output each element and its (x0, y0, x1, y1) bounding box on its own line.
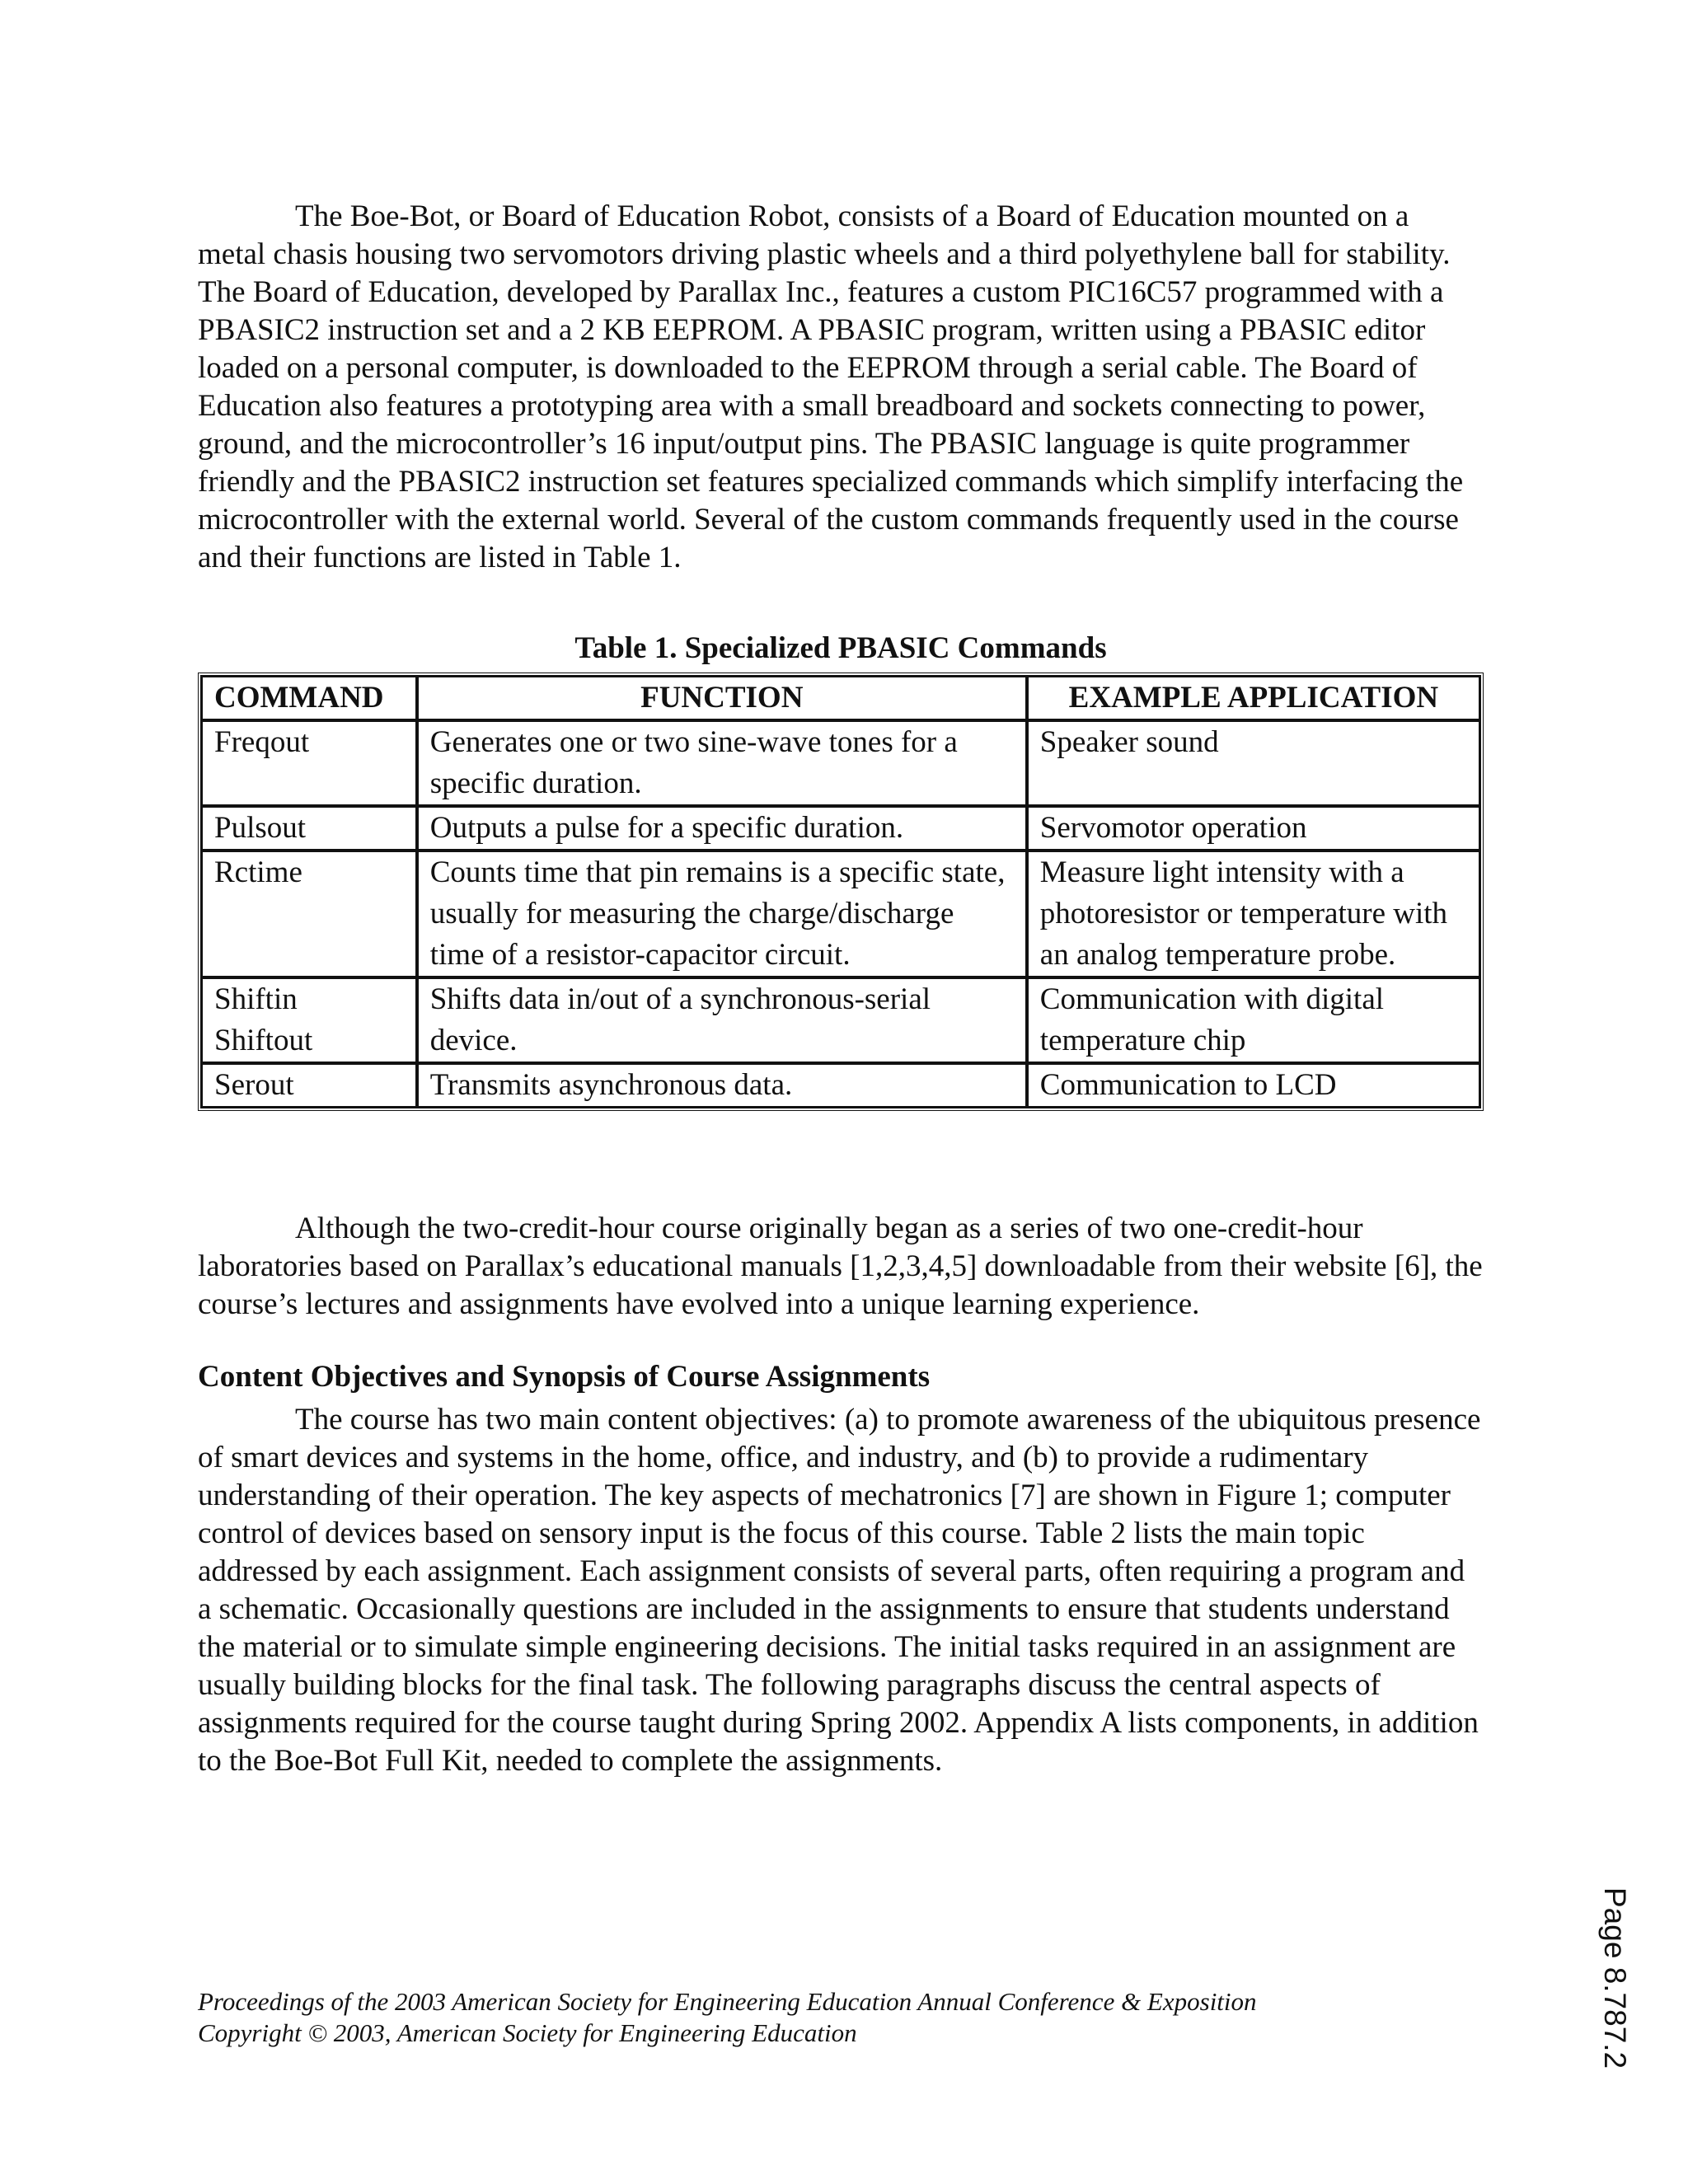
paragraph-course-history: Although the two-credit-hour course originally began as a series of two one-credit-hour laboratories based on Parallax’s educational manuals [1,2,3,4,5] downloadable from their website [6], the course’s lectures and assignments have evolved into a unique learning experience. (198, 1212, 1483, 1321)
table-row (201, 720, 1480, 806)
footer-proceedings: Proceedings of the 2003 American Society for Engineering Education Annual Conference & Exposition (198, 1987, 1257, 2016)
cell-application: Measure light intensity with a photoresistor or temperature with an analog temperature probe. (1027, 851, 1480, 977)
paragraph-boe-bot-intro: The Boe-Bot, or Board of Education Robot, consists of a Board of Education mounted on a metal chasis housing two servomotors driving plastic wheels and a third polyethylene ball for stability. The Board of Education, developed by Parallax Inc., features a custom PIC16C57 programmed with a PBASIC2 instruction set and a 2 KB EEPROM. A PBASIC program, written using a PBASIC editor loaded on a personal computer, is downloaded to the EEPROM through a serial cable. The Board of Education also features a prototyping area with a small breadboard and sockets connecting to power, ground, and the microcontroller’s 16 input/output pins. The PBASIC language is quite programmer friendly and the PBASIC2 instruction set features specialized commands which simplify interfacing the microcontroller with the external world. Several of the custom commands frequently used in the course and their functions are listed in Table 1. (198, 199, 1464, 574)
table-wrapper (198, 673, 1484, 1111)
cell-command (201, 720, 417, 806)
cell-function: Counts time that pin remains is a specific state, usually for measuring the charge/discharge time of a resistor-capacitor circuit. (417, 851, 1027, 977)
cell-function: Transmits asynchronous data. (417, 1063, 1027, 1108)
command-name: Serout (214, 1068, 294, 1102)
cell-application: Communication with digital temperature chip (1027, 977, 1480, 1063)
cell-command (201, 806, 417, 851)
command-name: Pulsout (214, 811, 307, 845)
command-name: Rctime (214, 855, 302, 889)
table-row (201, 806, 1480, 851)
cell-command (201, 851, 417, 977)
cell-function: Shifts data in/out of a synchronous-serial device. (417, 977, 1027, 1063)
page-footer (198, 1986, 1434, 2049)
command-name: Shiftin (214, 982, 298, 1016)
pbasic-commands-table (198, 673, 1484, 1111)
cell-application: Speaker sound (1027, 720, 1480, 806)
section-heading: Content Objectives and Synopsis of Course Assignments (198, 1360, 931, 1394)
table-header-row (201, 676, 1480, 720)
table-row (201, 1063, 1480, 1108)
cell-application: Communication to LCD (1027, 1063, 1480, 1108)
cell-function: Generates one or two sine-wave tones for a specific duration. (417, 720, 1027, 806)
command-name: Freqout (214, 725, 310, 759)
page-content (198, 198, 1484, 1780)
header-function: FUNCTION (417, 676, 1027, 720)
cell-application: Servomotor operation (1027, 806, 1480, 851)
footer-copyright: Copyright © 2003, American Society for Engineering Education (198, 2018, 857, 2047)
header-example-application: EXAMPLE APPLICATION (1027, 676, 1480, 720)
header-command: COMMAND (201, 676, 417, 720)
table-caption: Table 1. Specialized PBASIC Commands (574, 631, 1107, 665)
cell-command (201, 977, 417, 1063)
paragraph-content-objectives: The course has two main content objectives: (a) to promote awareness of the ubiquitous presence of smart devices and systems in the home, office, and industry, and (b) to provide a rudimentary understanding of their operation. The key aspects of mechatronics [7] are shown in Figure 1; computer control of devices based on sensory input is the focus of this course. Table 2 lists the main topic addressed by each assignment. Each assignment consists of several parts, often requiring a program and a schematic. Occasionally questions are included in the assignments to ensure that students understand the material or to simulate simple engineering decisions. The initial tasks required in an assignment are usually building blocks for the final task. The following paragraphs discuss the central aspects of assignments required for the course taught during Spring 2002. Appendix A lists components, in addition to the Boe-Bot Full Kit, needed to complete the assignments. (198, 1403, 1481, 1778)
page-number: Page 8.787.2 (1598, 1887, 1632, 2069)
cell-function: Outputs a pulse for a specific duration. (417, 806, 1027, 851)
page-number-stamp (1597, 1887, 1630, 2093)
table-row (201, 851, 1480, 977)
cell-command (201, 1063, 417, 1108)
table-row (201, 977, 1480, 1063)
command-name: Shiftout (214, 1024, 313, 1057)
